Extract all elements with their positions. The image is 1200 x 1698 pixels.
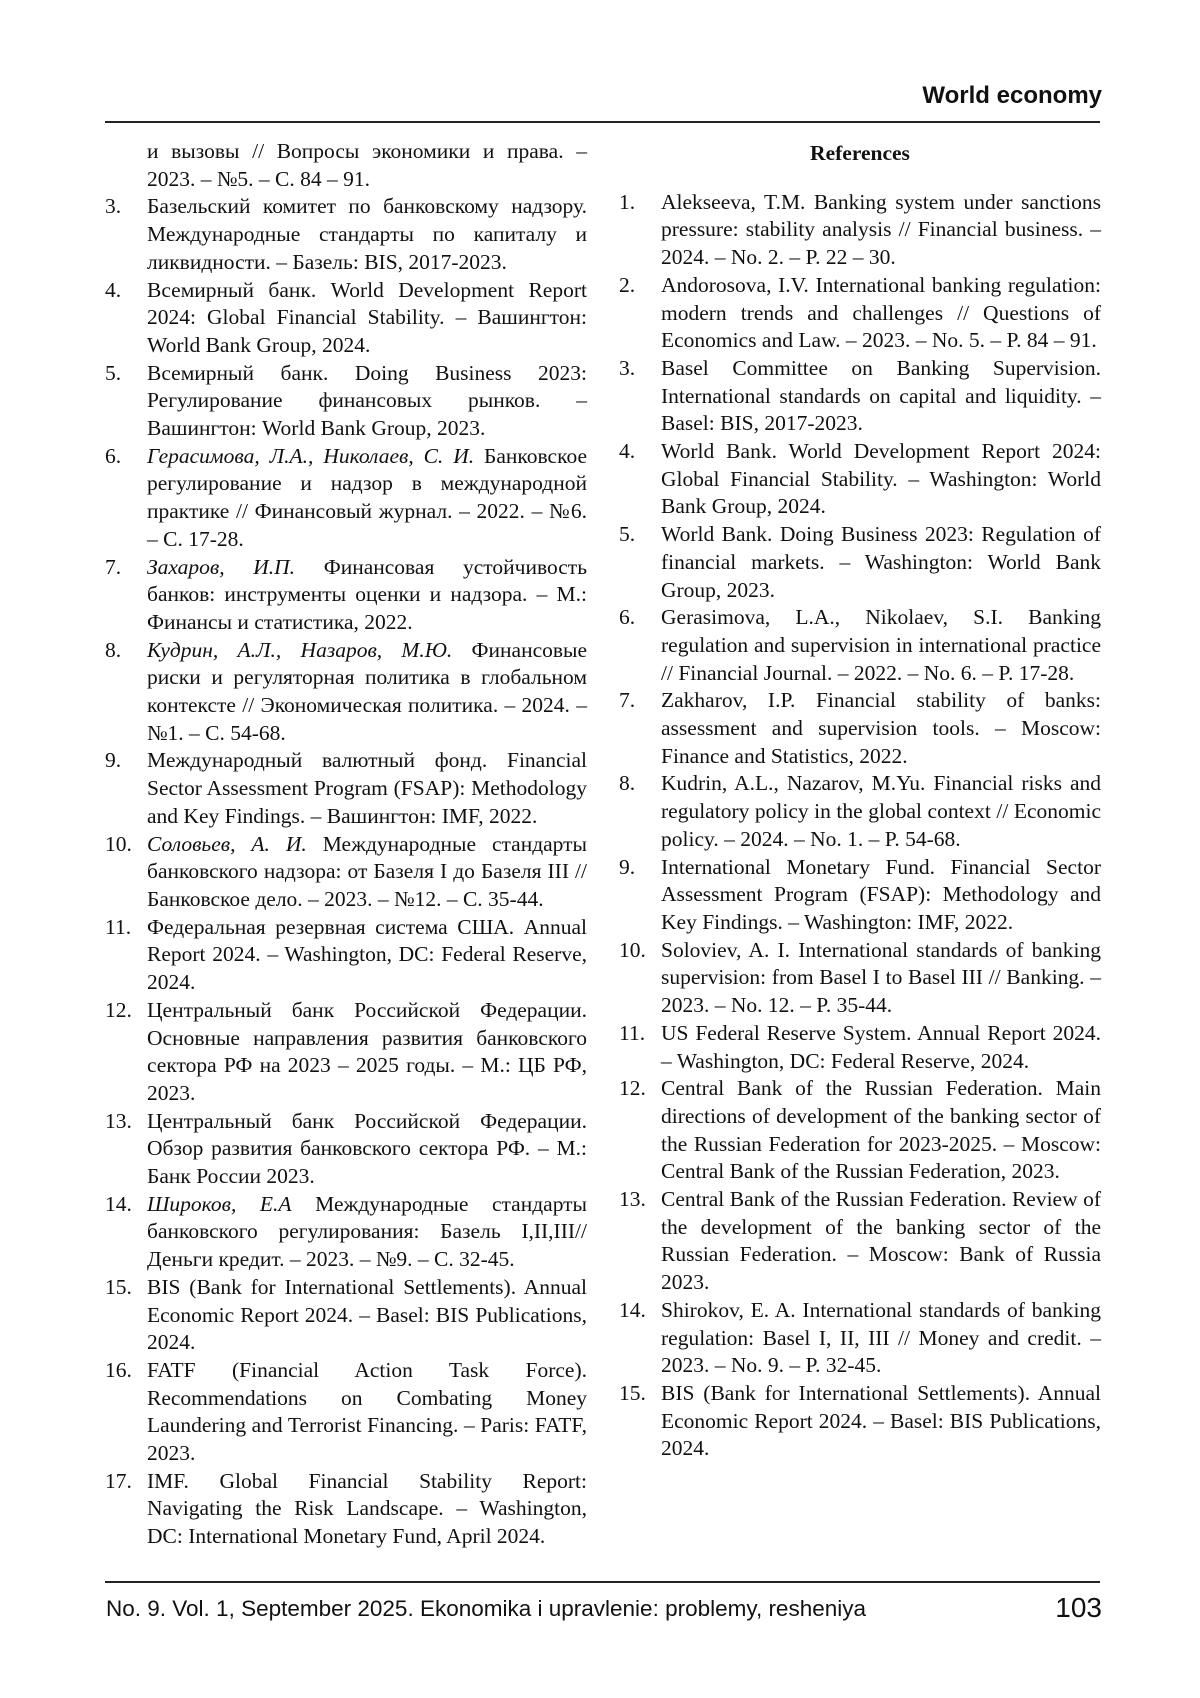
reference-number: 5.	[105, 360, 122, 385]
reference-number: 3.	[619, 355, 636, 380]
russian-reference-list	[105, 193, 587, 1550]
reference-item	[105, 1468, 587, 1551]
reference-text: International Monetary Fund. Financial Sector Assessment Program (FSAP): Methodology and Key Findings. – Washington: IMF, 2022.	[661, 854, 1101, 934]
reference-text: Zakharov, I.P. Financial stability of banks: assessment and supervision tools. – Moscow: Finance and Statistics, 2022.	[661, 688, 1101, 768]
reference-number: 11.	[105, 914, 132, 939]
reference-number: 3.	[105, 194, 122, 219]
reference-item	[105, 443, 587, 554]
reference-item	[619, 272, 1101, 355]
reference-number: 12.	[619, 1076, 646, 1101]
reference-text: Kudrin, A.L., Nazarov, M.Yu. Financial risks and regulatory policy in the global context // Economic policy. – 2024. – No. 1. – P. 54-68.	[661, 771, 1101, 851]
reference-number: 14.	[619, 1297, 646, 1322]
reference-item	[619, 438, 1101, 521]
reference-number: 9.	[105, 748, 122, 773]
reference-number: 16.	[105, 1357, 132, 1382]
reference-item	[105, 193, 587, 276]
footer-divider	[105, 1581, 1100, 1583]
reference-item	[105, 997, 587, 1108]
reference-number: 7.	[619, 688, 636, 713]
reference-item	[619, 937, 1101, 1020]
reference-item	[619, 1297, 1101, 1380]
reference-item	[105, 637, 587, 748]
reference-author: Захаров, И.П.	[147, 554, 296, 579]
reference-number: 8.	[619, 771, 636, 796]
reference-item	[619, 1380, 1101, 1463]
reference-body: Международные стандарты банковского надзора: от Базеля I до Базеля III // Банковское дело. – 2023. – №12. – С. 35-44.	[147, 831, 587, 911]
reference-number: 13.	[619, 1187, 646, 1212]
reference-item	[619, 604, 1101, 687]
reference-text: Центральный банк Российской Федерации. Основные направления развития банковского сектора РФ на 2023 – 2025 годы. – М.: ЦБ РФ, 2023.	[147, 997, 587, 1105]
reference-text: Всемирный банк. World Development Report 2024: Global Financial Stability. – Вашингтон: World Bank Group, 2024.	[147, 277, 587, 357]
reference-item	[619, 355, 1101, 438]
reference-number: 9.	[619, 854, 636, 879]
reference-text: Gerasimova, L.A., Nikolaev, S.I. Banking regulation and supervision in international practice // Financial Journal. – 2022. – No. 6. – P. 17-28.	[661, 605, 1101, 685]
reference-text: World Bank. Doing Business 2023: Regulation of financial markets. – Washington: World Bank Group, 2023.	[661, 522, 1101, 602]
reference-item	[619, 854, 1101, 937]
reference-text: Alekseeva, T.M. Banking system under sanctions pressure: stability analysis // Financial business. – 2024. – No. 2. – P. 22 – 30.	[661, 189, 1101, 270]
reference-text: Международный валютный фонд. Financial Sector Assessment Program (FSAP): Methodology and Key Findings. – Вашингтон: IMF, 2022.	[147, 748, 587, 828]
reference-body: Финансовые риски и регуляторная политика в глобальном контексте // Экономическая политика. – 2024. – №1. – С. 54-68.	[147, 637, 588, 745]
reference-item	[619, 189, 1101, 272]
header-divider	[105, 121, 1100, 123]
reference-text: BIS (Bank for International Settlements). Annual Economic Report 2024. – Basel: BIS Publications, 2024.	[661, 1380, 1101, 1461]
reference-text	[147, 443, 587, 554]
reference-number: 10.	[619, 937, 646, 962]
reference-item	[619, 687, 1101, 770]
section-title: World economy	[922, 82, 1102, 109]
reference-text: Центральный банк Российской Федерации. Обзор развития банковского сектора РФ. – М.: Банк России 2023.	[147, 1108, 587, 1189]
reference-text: Soloviev, A. I. International standards of banking supervision: from Basel I to Basel III // Banking. – 2023. – No. 12. – P. 35-44.	[661, 937, 1101, 1018]
reference-body: Финансовая устойчивость банков: инструменты оценки и надзора. – М.: Финансы и статистика, 2022.	[147, 554, 587, 634]
reference-number: 6.	[105, 443, 122, 468]
page-number: 103	[1055, 1592, 1102, 1623]
reference-continuation: и вызовы // Вопросы экономики и права. – 2023. – №5. – С. 84 – 91.	[147, 139, 587, 191]
reference-author: Герасимова, Л.А., Николаев, С. И.	[147, 443, 475, 468]
english-reference-list	[619, 189, 1101, 1463]
reference-body: Банковское регулирование и надзор в международной практике // Финансовый журнал. – 2022. – №6. – С. 17-28.	[147, 443, 588, 551]
reference-text	[147, 554, 587, 637]
reference-number: 4.	[619, 439, 636, 464]
reference-number: 15.	[619, 1380, 646, 1405]
reference-number: 11.	[619, 1020, 646, 1045]
reference-text: IMF. Global Financial Stability Report: Navigating the Risk Landscape. – Washington, DC: International Monetary Fund, April 2024.	[147, 1468, 587, 1549]
left-column	[105, 138, 587, 1551]
reference-item	[105, 554, 587, 637]
reference-text	[147, 831, 587, 914]
reference-text	[147, 1191, 587, 1274]
reference-item	[105, 1191, 587, 1274]
reference-number: 2.	[619, 272, 636, 297]
reference-author: Соловьев, А. И.	[147, 831, 307, 856]
reference-item	[105, 1108, 587, 1191]
journal-citation: No. 9. Vol. 1, September 2025. Ekonomika i upravlenie: problemy, resheniya	[106, 1596, 867, 1621]
reference-item	[105, 360, 587, 443]
reference-item	[619, 770, 1101, 853]
reference-item	[619, 1020, 1101, 1075]
reference-text: Central Bank of the Russian Federation. Main directions of development of the banking sector of the Russian Federation for 2023-2025. – Moscow: Central Bank of the Russian Federation, 2023.	[661, 1076, 1101, 1184]
reference-text: World Bank. World Development Report 2024: Global Financial Stability. – Washington: World Bank Group, 2024.	[661, 439, 1101, 519]
reference-number: 5.	[619, 522, 636, 547]
reference-item	[619, 1075, 1101, 1186]
reference-text: Central Bank of the Russian Federation. Review of the development of the banking sector of the Russian Federation. – Moscow: Bank of Russia 2023.	[661, 1187, 1101, 1295]
reference-number: 7.	[105, 554, 122, 579]
reference-number: 13.	[105, 1108, 132, 1133]
reference-text: Shirokov, E. A. International standards of banking regulation: Basel I, II, III // Money and credit. – 2023. – No. 9. – P. 32-45.	[661, 1297, 1101, 1378]
reference-author: Широков, Е.А	[147, 1191, 292, 1216]
reference-item	[619, 1186, 1101, 1297]
reference-number: 6.	[619, 605, 636, 630]
reference-text: Andorosova, I.V. International banking regulation: modern trends and challenges // Questions of Economics and Law. – 2023. – No. 5. – P. 84 – 91.	[661, 272, 1101, 353]
reference-item	[105, 1274, 587, 1357]
reference-number: 14.	[105, 1191, 132, 1216]
reference-number: 1.	[619, 189, 636, 214]
reference-number: 17.	[105, 1468, 132, 1493]
reference-item	[105, 831, 587, 914]
reference-item	[105, 277, 587, 360]
reference-number: 4.	[105, 277, 122, 302]
reference-text: FATF (Financial Action Task Force). Recommendations on Combating Money Laundering and Terrorist Financing. – Paris: FATF, 2023.	[147, 1357, 587, 1466]
reference-text: Всемирный банк. Doing Business 2023: Регулирование финансовых рынков. – Вашингтон: World Bank Group, 2023.	[147, 360, 587, 441]
reference-text: Basel Committee on Banking Supervision. International standards on capital and liquidity. – Basel: BIS, 2017-2023.	[661, 355, 1101, 436]
reference-author: Кудрин, А.Л., Назаров, М.Ю.	[147, 637, 453, 662]
reference-item	[105, 914, 587, 997]
reference-number: 8.	[105, 637, 122, 662]
reference-item	[619, 521, 1101, 604]
reference-text: Базельский комитет по банковскому надзору. Международные стандарты по капиталу и ликвидности. – Базель: BIS, 2017-2023.	[147, 194, 587, 274]
reference-body: Международные стандарты банковского регулирования: Базель I,II,III// Деньги кредит. – 2023. – №9. – С. 32-45.	[147, 1191, 588, 1272]
right-column	[619, 138, 1101, 1463]
reference-text: Федеральная резервная система США. Annual Report 2024. – Washington, DC: Federal Reserve, 2024.	[147, 914, 587, 995]
reference-number: 10.	[105, 831, 132, 856]
reference-number: 12.	[105, 997, 132, 1022]
reference-text	[147, 637, 587, 748]
reference-text: US Federal Reserve System. Annual Report 2024. – Washington, DC: Federal Reserve, 2024.	[661, 1020, 1101, 1073]
reference-item	[105, 747, 587, 830]
reference-item	[105, 1357, 587, 1468]
references-heading: References	[810, 141, 910, 165]
reference-text: BIS (Bank for International Settlements). Annual Economic Report 2024. – Basel: BIS Publications, 2024.	[147, 1274, 587, 1355]
reference-number: 15.	[105, 1274, 132, 1299]
